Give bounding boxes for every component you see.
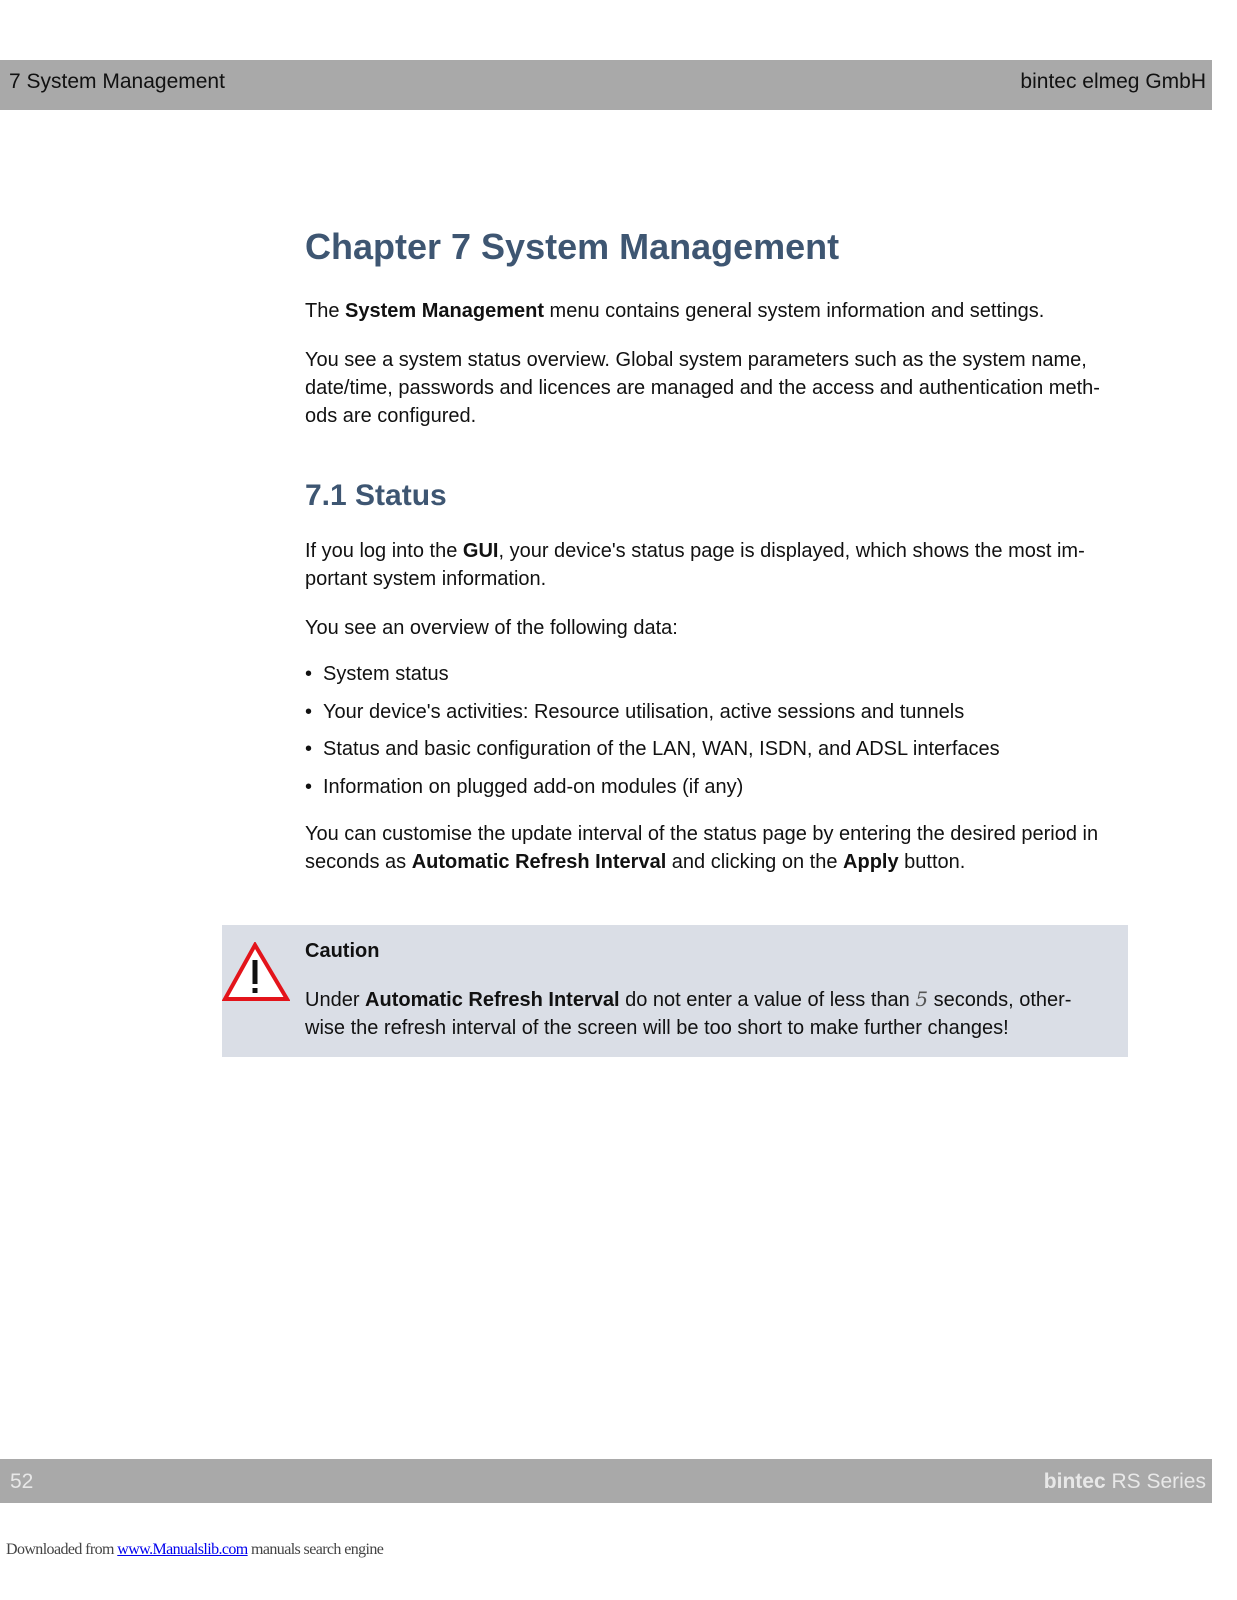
para1-bold: GUI [462, 540, 499, 562]
para1-pre: If you log into the [305, 540, 463, 562]
download-source-line [6, 1541, 383, 1559]
chapter-overview-paragraph: You see a system status overview. Global system parameters such as the system name, date/time, passwords and licences are managed and the access and authentication meth- ods are configured. [305, 349, 1100, 427]
caution-box [222, 925, 1128, 1057]
intro1-post: menu contains general system information and settings. [544, 300, 1045, 322]
main-content [305, 215, 1125, 876]
header-chapter-label: 7 System Management [9, 70, 225, 93]
caution-pre: Under [305, 989, 366, 1011]
list-item: • Status and basic configuration of the LAN, WAN, ISDN, and ADSL interfaces [305, 735, 1125, 763]
caution-text [305, 985, 1105, 1042]
footer-brand-rest: RS Series [1105, 1470, 1206, 1493]
overview-bullet-list [305, 660, 1125, 801]
caution-title: Caution [305, 940, 380, 962]
section-title: 7.1 Status [305, 479, 447, 512]
caution-bold: Automatic Refresh Interval [365, 989, 620, 1011]
page-number: 52 [10, 1470, 34, 1493]
footer-brand-bold: bintec [1043, 1470, 1106, 1493]
warning-triangle-icon [222, 942, 290, 1002]
para3-post: button. [898, 850, 966, 873]
chapter-intro-paragraph [305, 297, 1125, 325]
para3-mid: and clicking on the [666, 850, 844, 873]
overview-lead-paragraph: You see an overview of the following data: [305, 617, 678, 639]
manualslib-link[interactable]: www.Manualslib.com [117, 1541, 248, 1558]
para1-post: , your device's status page is displayed, which shows the most im- portant system information. [305, 540, 1085, 590]
list-item: • Information on plugged add-on modules (if any) [305, 773, 1125, 801]
download-suffix: manuals search engine [247, 1541, 384, 1558]
chapter-title: Chapter 7 System Management [305, 226, 840, 267]
page-header [0, 60, 1212, 110]
caution-post: seconds, other- wise the refresh interval of the screen will be too short to make further changes! [305, 989, 1072, 1039]
refresh-interval-paragraph [305, 820, 1125, 876]
footer-brand [1044, 1470, 1206, 1494]
para3-pre: You can customise the update interval of the status page by entering the desired period in seconds as [305, 822, 1099, 873]
section-heading-wrap [305, 476, 1125, 516]
download-prefix: Downloaded from [6, 1541, 118, 1558]
list-item: • System status [305, 660, 1125, 688]
intro1-bold: System Management [345, 300, 544, 322]
para3-bold-refresh: Automatic Refresh Interval [411, 850, 667, 873]
status-intro-paragraph [305, 537, 1125, 593]
list-item: • Your device's activities: Resource utilisation, active sessions and tunnels [305, 698, 1125, 726]
intro1-pre: The [305, 300, 346, 322]
page-footer [0, 1459, 1212, 1503]
para3-bold-apply: Apply [843, 850, 899, 873]
caution-mid: do not enter a value of less than [619, 989, 916, 1011]
caution-value: 5 [915, 987, 929, 1011]
header-company-label: bintec elmeg GmbH [1020, 70, 1206, 93]
